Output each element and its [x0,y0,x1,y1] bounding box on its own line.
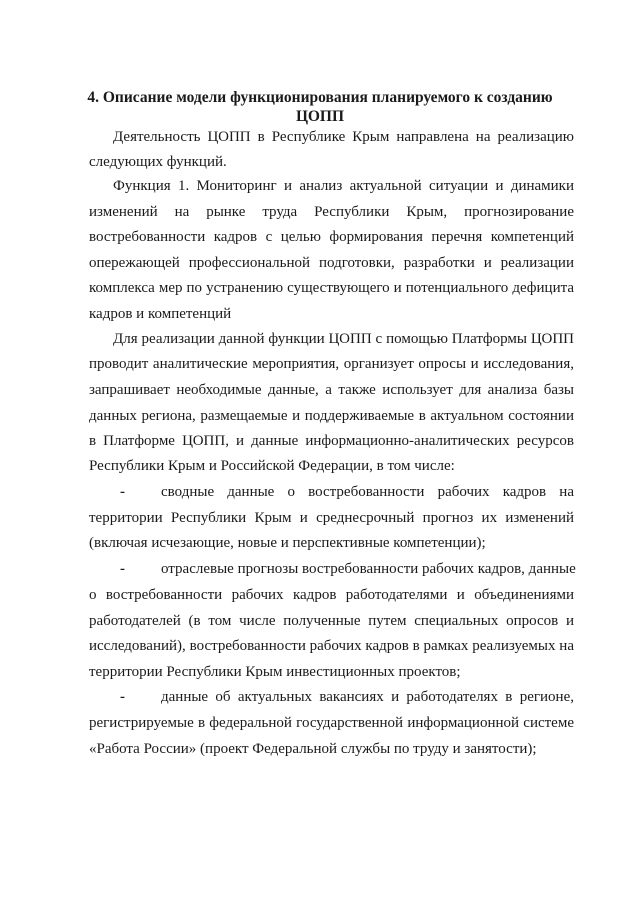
bullet-marker: - [120,484,125,500]
bullet-marker: - [120,689,125,705]
heading-line-1: 4. Описание модели функционирования планируемого к созданию [87,89,553,106]
text-line: запрашивает необходимые данные, а также использует для анализа базы [89,382,574,398]
text-line: сводные данные о востребованности рабочих кадров на [161,484,574,500]
text-line: данные об актуальных вакансиях и работодателях в регионе, [161,689,574,705]
text-line: Деятельность ЦОПП в Республике Крым направлена на реализацию [113,129,574,145]
text-line: кадров и компетенций [89,306,232,322]
text-line: опережающей профессиональной подготовки, разработки и реализации [89,255,574,271]
text-line: отраслевые прогнозы востребованности рабочих кадров, данные [161,561,576,577]
bullet-marker: - [120,561,125,577]
text-line: следующих функций. [89,154,227,170]
heading-line-2: ЦОПП [295,108,345,125]
text-line: востребованности кадров с целью формирования перечня компетенций [89,229,574,245]
text-line: о востребованности рабочих кадров работодателями и объединениями [89,587,574,603]
text-line: (включая исчезающие, новые и перспективные компетенции); [89,535,486,551]
text-line: Республики Крым и Российской Федерации, в том числе: [89,458,455,474]
text-line: работодателей (в том числе полученные путем специальных опросов и [89,613,574,629]
text-line: проводит аналитические мероприятия, организует опросы и исследования, [89,356,574,372]
text-line: территории Республики Крым инвестиционных проектов; [89,664,461,680]
text-line: Функция 1. Мониторинг и анализ актуальной ситуации и динамики [113,178,574,194]
text-line: комплекса мер по устранению существующего и потенциального дефицита [89,280,574,296]
text-line: Для реализации данной функции ЦОПП с помощью Платформы ЦОПП [113,331,574,347]
text-line: данных региона, размещаемые и поддерживаемые в актуальном состоянии [89,408,574,424]
text-line: исследований), востребованности рабочих кадров в рамках реализуемых на [89,638,574,654]
text-line: «Работа России» (проект Федеральной службы по труду и занятости); [89,741,537,757]
text-line: изменений на рынке труда Республики Крым, прогнозирование [89,204,574,220]
text-line: регистрируемые в федеральной государственной информационной системе [89,715,574,731]
section-heading [60,88,580,126]
text-line: территории Республики Крым и среднесрочный прогноз их изменений [89,510,574,526]
text-line: в Платформе ЦОПП, и данные информационно-аналитических ресурсов [89,433,574,449]
